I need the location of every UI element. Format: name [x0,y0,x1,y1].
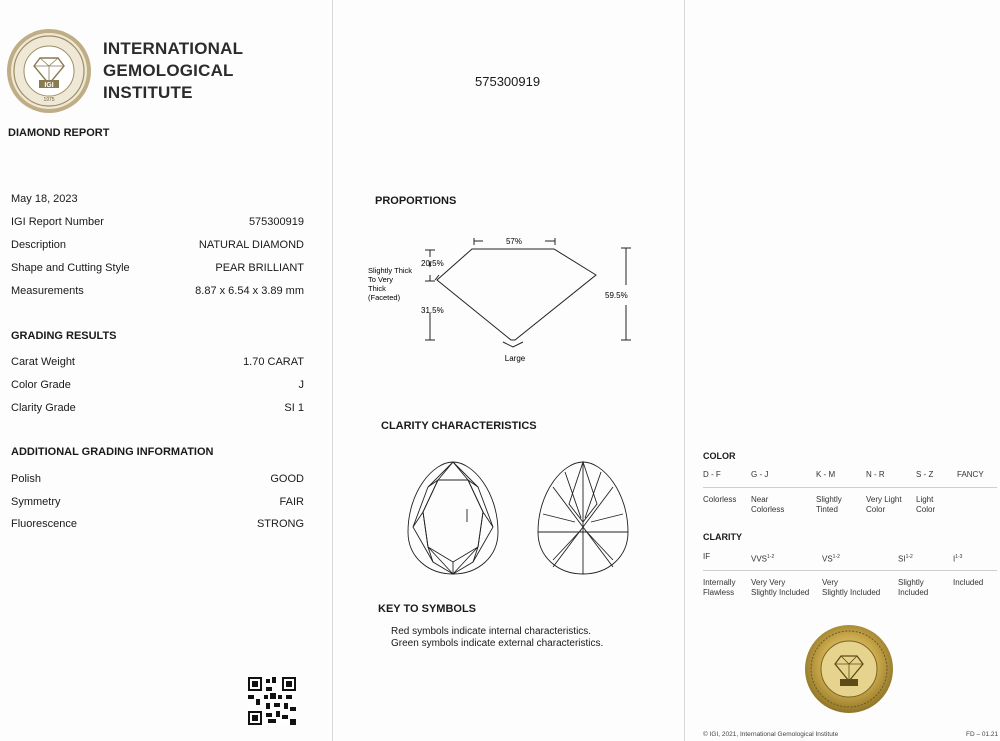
grading-results-heading: GRADING RESULTS [11,330,117,342]
proportions-diagram [333,225,685,365]
pavilion-percent: 31.5% [421,306,444,315]
total-depth-percent: 59.5% [605,291,628,300]
grading-row [11,402,304,414]
detail-row [11,239,304,251]
detail-row [11,285,304,297]
table-percent: 57% [505,237,523,246]
grading-label: Clarity Grade [11,402,76,414]
culet-label: Large [504,354,526,363]
key-line-green: Green symbols indicate external characteristics. [391,638,604,649]
detail-label: IGI Report Number [11,216,104,228]
additional-row [11,473,304,485]
clarity-scale-heading: CLARITY [703,532,742,542]
detail-value: NATURAL DIAMOND [198,239,304,251]
detail-value: PEAR BRILLIANT [215,262,304,274]
detail-label: Description [11,239,67,251]
detail-row [11,262,304,274]
report-panel-left [0,0,333,741]
crown-percent: 20.5% [421,259,444,268]
color-grade: N - R [866,470,885,479]
report-date: May 18, 2023 [11,193,78,205]
girdle-line2: To Very [368,275,394,284]
detail-label: Shape and Cutting Style [11,262,130,274]
additional-row [11,518,304,530]
girdle-line3: Thick [368,284,386,293]
clarity-grade: $I^{1-3}$ [953,554,963,564]
org-name-line2: GEMOLOGICAL [103,61,234,80]
grading-label: Carat Weight [11,356,75,368]
additional-value: GOOD [270,473,304,485]
color-grade: FANCY [957,470,984,479]
additional-value: STRONG [256,518,304,530]
report-title: DIAMOND REPORT [8,127,110,139]
grading-row [11,379,304,391]
grading-value: J [298,379,304,391]
report-number: 575300919 [475,74,541,89]
color-desc: Slightly Tinted [816,495,842,514]
color-desc: Colorless [703,495,737,504]
color-desc: Very Light Color [866,495,902,514]
color-desc: Light Color [916,495,936,514]
clarity-desc: Very Very Slightly Included [751,578,810,597]
additional-label: Symmetry [11,496,61,508]
grading-label: Color Grade [11,379,71,391]
grading-row [11,356,304,368]
key-to-symbols-heading: KEY TO SYMBOLS [378,603,477,615]
clarity-grade: SI$^{1-2}$ [898,554,913,564]
org-name [103,38,243,104]
key-line-red: Red symbols indicate internal characteristics. [391,626,592,637]
copyright-footer: © IGI, 2021, International Gemological Institute [703,731,839,738]
clarity-plot-diagram [403,452,633,582]
color-grade: K - M [816,470,836,479]
color-grade: G - J [751,470,769,479]
key-to-symbols-text [391,626,603,650]
girdle-line4: (Faceted) [368,293,401,302]
detail-value: 575300919 [248,216,304,228]
clarity-grade: VS$^{1-2}$ [822,554,840,564]
detail-value: 8.87 x 6.54 x 3.89 mm [195,285,304,297]
clarity-scale-divider [703,570,997,571]
detail-row [11,216,304,228]
color-desc: Near Colorless [751,495,785,514]
color-grade: D - F [703,470,721,479]
clarity-desc: Slightly Included [898,578,929,597]
additional-label: Fluorescence [11,518,78,530]
additional-label: Polish [11,473,41,485]
report-panel-right [685,0,1000,741]
org-name-line1: INTERNATIONAL [103,39,244,58]
clarity-grade: VVS$^{1-2}$ [751,554,775,564]
igi-seal-logo [6,28,92,114]
form-code: FD – 01.21 [966,731,999,738]
clarity-desc: Internally Flawless [703,578,736,597]
proportions-heading: PROPORTIONS [375,195,457,207]
color-scale-divider [703,487,997,488]
additional-info-heading: ADDITIONAL GRADING INFORMATION [11,446,214,458]
additional-value: FAIR [279,496,304,508]
grading-value: SI 1 [284,402,304,414]
girdle-line1: Slightly Thick [368,266,413,275]
grading-value: 1.70 CARAT [243,356,304,368]
igi-hologram-seal-icon [804,624,894,714]
seal-year: 1975 [43,97,55,103]
report-panel-middle [333,0,685,741]
color-scale-heading: COLOR [703,451,736,461]
clarity-desc: Very Slightly Included [822,578,881,597]
detail-label: Measurements [11,285,84,297]
clarity-desc: Included [953,578,984,587]
clarity-grade: IF [703,552,711,561]
additional-row [11,496,304,508]
org-name-line3: INSTITUTE [103,83,193,102]
seal-initials: IGI [44,82,54,89]
qr-code-icon[interactable] [248,677,296,725]
color-grade: S - Z [916,470,934,479]
clarity-characteristics-heading: CLARITY CHARACTERISTICS [381,420,537,432]
